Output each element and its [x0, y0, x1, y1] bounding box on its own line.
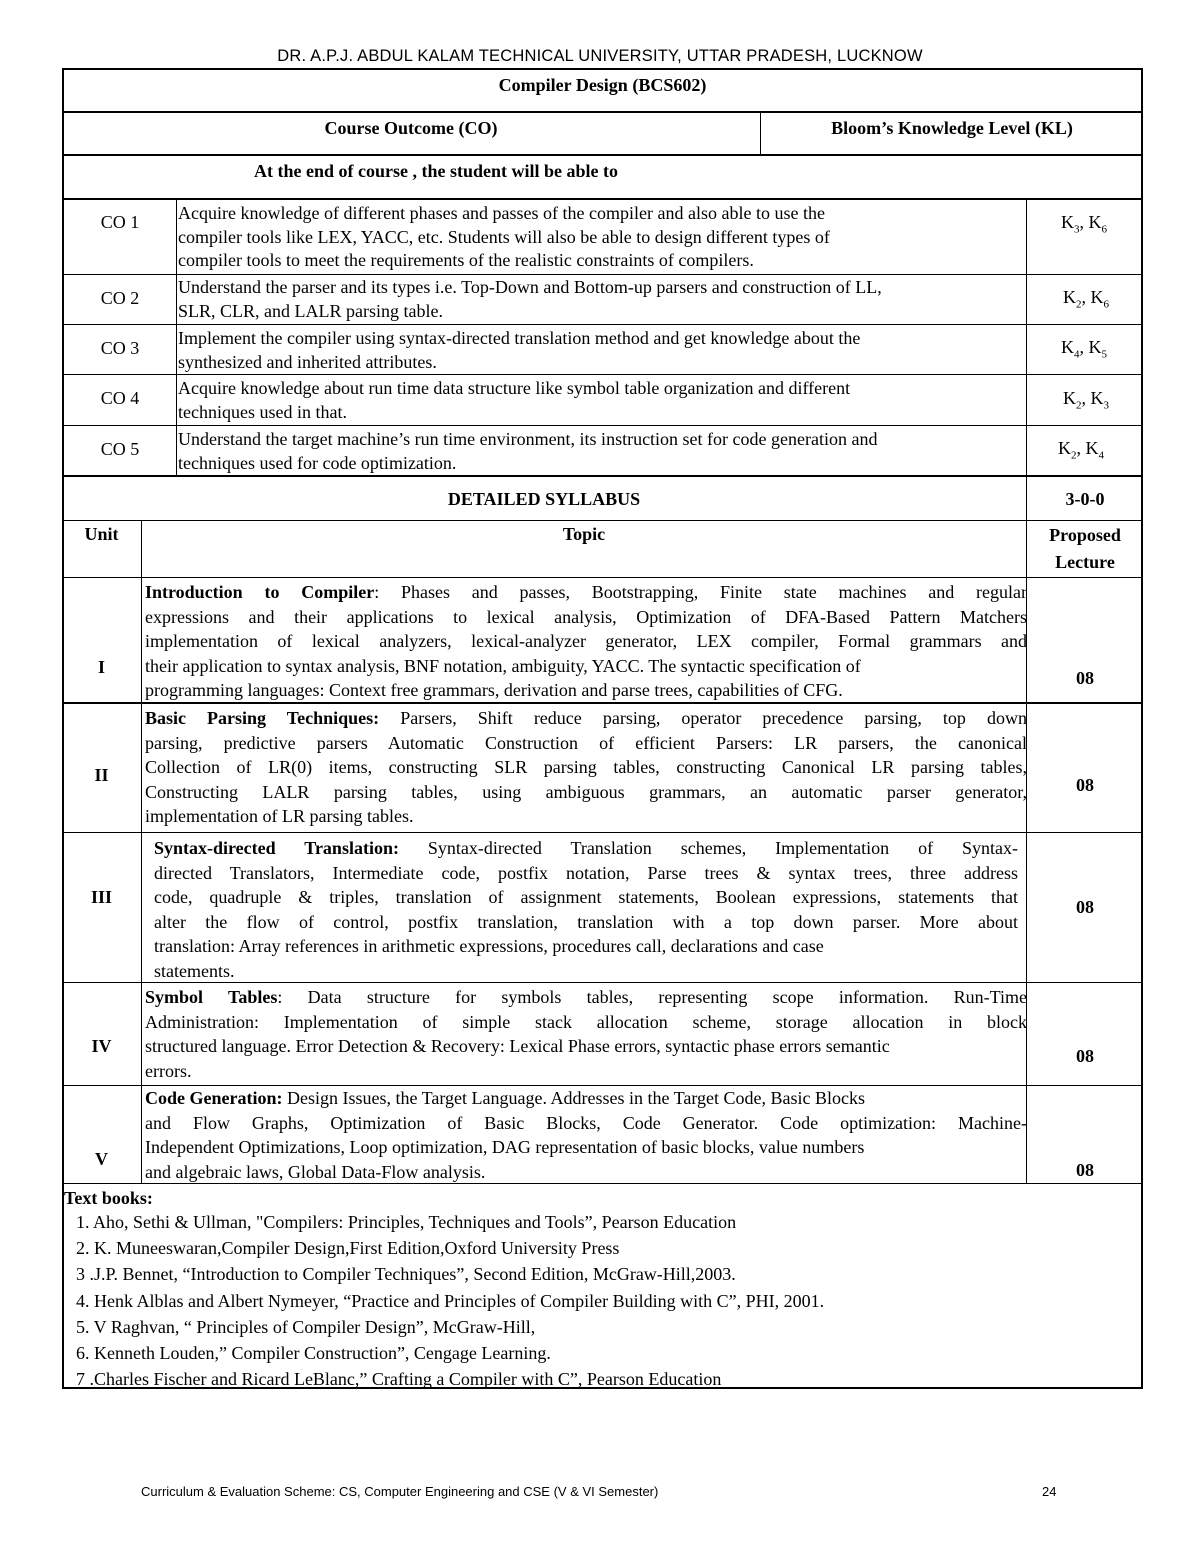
textbook-item: 6. Kenneth Louden,” Compiler Construction”, Cengage Learning. [76, 1343, 551, 1364]
co-line: techniques used for code optimization. [178, 452, 457, 473]
course-title: Compiler Design (BCS602) [498, 75, 707, 95]
intro-text: At the end of course , the student will be able to [254, 161, 618, 181]
unit-number: II [94, 765, 109, 785]
topic-line: statements. [154, 960, 235, 981]
col-divider [141, 520, 142, 1184]
co-line: Acquire knowledge about run time data structure like symbol table organization and different [178, 378, 851, 398]
topic-line: implementation of lexical analyzers, lexical-analyzer generator, LEX compiler, Formal grammars and [145, 631, 1027, 652]
col-divider [176, 199, 177, 476]
co-id: CO 2 [100, 288, 140, 308]
topic-line: structured language. Error Detection & Recovery: Lexical Phase errors, syntactic phase errors semantic [145, 1036, 890, 1057]
topic-line: Syntax-directed Translation: Syntax-directed Translation schemes, Implementation of Syntax- [154, 838, 1018, 858]
unit-lectures: 08 [1076, 668, 1094, 688]
col-divider [1026, 199, 1027, 476]
co-line: Understand the target machine’s run time environment, its instruction set for code generation and [178, 429, 878, 449]
rule [62, 475, 1143, 477]
co-line: compiler tools like LEX, YACC, etc. Students will also be able to design different types of [178, 226, 830, 247]
topic-line: code, quadruple & triples, translation of assignment statements, Boolean expressions, statements that [154, 887, 1018, 908]
textbook-item: 1. Aho, Sethi & Ullman, "Compilers: Principles, Techniques and Tools”, Pearson Education [76, 1212, 737, 1232]
co-line: Understand the parser and its types i.e. Top-Down and Bottom-up parsers and construction of LL, [178, 277, 882, 297]
topic-line: expressions and their applications to lexical analysis, Optimization of DFA-Based Pattern Matchers [145, 606, 1027, 627]
rule [62, 520, 1143, 521]
kl-header: Bloom’s Knowledge Level (KL) [831, 118, 1073, 138]
unit-lectures: 08 [1076, 1160, 1094, 1180]
textbook-item: 2. K. Muneeswaran,Compiler Design,First Edition,Oxford University Press [76, 1238, 620, 1259]
col-lecture-line: Proposed [1049, 525, 1121, 545]
co-kl: $K_3$, $K_6$ [1061, 212, 1107, 236]
co-kl: $K_2$, $K_4$ [1058, 438, 1104, 462]
rule [62, 198, 1143, 200]
textbook-item: 3 .J.P. Bennet, “Introduction to Compiler Techniques”, Second Edition, McGraw-Hill,2003. [76, 1264, 736, 1285]
co-description [178, 377, 1024, 424]
topic-line: Introduction to Compiler: Phases and passes, Bootstrapping, Finite state machines and regular [145, 582, 1027, 602]
unit-number: IV [91, 1036, 112, 1056]
topic-line: alter the flow of control, postfix translation, translation with a top down parser. More about [154, 911, 1018, 932]
co-description [178, 276, 1024, 323]
unit-topic [145, 1086, 1027, 1184]
textbook-item: 5. V Raghvan, “ Principles of Compiler Design”, McGraw-Hill, [76, 1316, 536, 1337]
rule [62, 154, 1143, 156]
ltp: 3-0-0 [1065, 489, 1105, 509]
co-id: CO 4 [100, 388, 140, 408]
unit-topic [154, 836, 1018, 984]
topic-line: and algebraic laws, Global Data-Flow analysis. [145, 1161, 486, 1182]
co-header: Course Outcome (CO) [324, 118, 498, 138]
page-footer: Curriculum & Evaluation Scheme: CS, Computer Engineering and CSE (V & VI Semester) [141, 1484, 659, 1499]
co-id: CO 3 [100, 338, 140, 358]
unit-topic [145, 706, 1027, 829]
syllabus-title: DETAILED SYLLABUS [447, 489, 641, 509]
unit-lectures: 08 [1076, 775, 1094, 795]
co-id: CO 1 [100, 212, 140, 232]
rule [62, 577, 1143, 578]
topic-line: errors. [145, 1060, 192, 1081]
co-kl: $K_4$, $K_5$ [1061, 337, 1107, 361]
unit-topic [145, 580, 1027, 703]
topic-line: Symbol Tables: Data structure for symbols tables, representing scope information. Run-Time [145, 987, 1027, 1007]
unit-number: I [97, 657, 105, 677]
col-unit: Unit [84, 524, 119, 544]
topic-line: Basic Parsing Techniques: Parsers, Shift reduce parsing, operator precedence parsing, top down [145, 708, 1027, 728]
unit-number: III [90, 887, 112, 907]
textbook-item: 7 .Charles Fischer and Ricard LeBlanc,” Crafting a Compiler with C”, Pearson Education [76, 1369, 722, 1390]
topic-line: and Flow Graphs, Optimization of Basic Blocks, Code Generator. Code optimization: Machine- [145, 1112, 1027, 1133]
co-line: techniques used in that. [178, 401, 347, 422]
co-description [178, 202, 1024, 273]
textbooks [64, 1187, 824, 1392]
unit-lectures: 08 [1076, 1046, 1094, 1066]
textbook-item: 4. Henk Alblas and Albert Nymeyer, “Practice and Principles of Compiler Building with C”, PHI, 2001. [76, 1290, 825, 1311]
col-lecture-line: Lecture [1055, 552, 1115, 572]
rule [62, 832, 1143, 833]
rule [62, 324, 1143, 325]
col-lecture [1027, 522, 1143, 576]
co-kl: $K_2$, $K_6$ [1063, 287, 1109, 311]
co-line: synthesized and inherited attributes. [178, 351, 437, 372]
topic-line: directed Translators, Intermediate code, postfix notation, Parse trees & syntax trees, three address [154, 862, 1018, 883]
page-number: 24 [1042, 1484, 1057, 1499]
topic-line: Independent Optimizations, Loop optimization, DAG representation of basic blocks, value numbers [145, 1137, 865, 1158]
topic-line: Administration: Implementation of simple stack allocation scheme, storage allocation in block [145, 1011, 1027, 1032]
rule [62, 111, 1143, 113]
col-topic: Topic [562, 524, 606, 544]
unit-lectures: 08 [1076, 897, 1094, 917]
rule [62, 425, 1143, 426]
unit-topic [145, 985, 1027, 1083]
textbooks-title: Text books: [64, 1188, 153, 1208]
co-line: Implement the compiler using syntax-directed translation method and get knowledge about the [178, 328, 861, 348]
topic-line: programming languages: Context free grammars, derivation and parse trees, capabilities of CFG. [145, 680, 843, 701]
co-description [178, 428, 1024, 475]
topic-line: parsing, predictive parsers Automatic Construction of efficient Parsers: LR parsers, the canonical [145, 732, 1027, 753]
topic-text: : Phases and passes, Bootstrapping, Finite state machines and regular [374, 582, 1027, 602]
university-name: DR. A.P.J. ABDUL KALAM TECHNICAL UNIVERSITY, UTTAR PRADESH, LUCKNOW [277, 47, 923, 65]
rule [62, 274, 1143, 275]
co-description [178, 327, 1024, 374]
topic-line: Code Generation: Design Issues, the Target Language. Addresses in the Target Code, Basic Blocks [145, 1088, 866, 1108]
unit-number: V [95, 1149, 108, 1169]
co-id: CO 5 [100, 439, 140, 459]
topic-line: Constructing LALR parsing tables, using ambiguous grammars, an automatic parser generator, [145, 781, 1027, 802]
topic-line: translation: Array references in arithmetic expressions, procedures call, declarations and case [154, 936, 824, 957]
topic-line: implementation of LR parsing tables. [145, 806, 414, 827]
topic-line: Collection of LR(0) items, constructing SLR parsing tables, constructing Canonical LR parsing tables, [145, 757, 1027, 778]
rule [62, 374, 1143, 375]
co-line: SLR, CLR, and LALR parsing table. [178, 300, 443, 321]
co-kl: $K_2$, $K_3$ [1063, 388, 1109, 412]
co-line: compiler tools to meet the requirements of the realistic constraints of compilers. [178, 250, 754, 270]
co-line: Acquire knowledge of different phases and passes of the compiler and also able to use the [178, 203, 825, 223]
topic-line: their application to syntax analysis, BNF notation, ambiguity, YACC. The syntactic specification of [145, 655, 861, 676]
